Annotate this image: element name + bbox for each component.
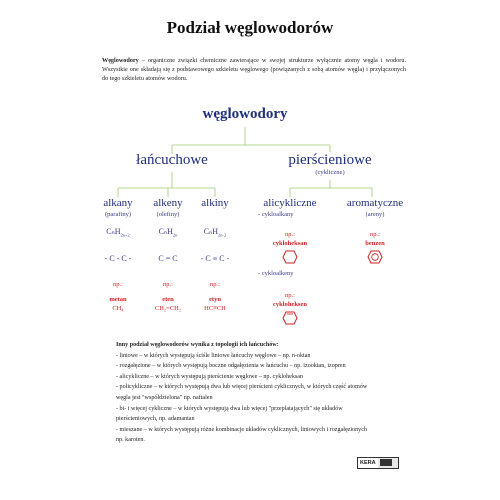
alkanes-bond: - C - C - bbox=[104, 254, 132, 263]
alkynes-label: alkiny bbox=[201, 197, 229, 209]
benzene-ring-icon bbox=[367, 250, 383, 264]
aromatic-np: np.: bbox=[370, 231, 380, 238]
intro-text: – organiczne związki chemiczne zawierające w swojej strukturze wyłącznie atomy węgla i wodoru. Wszystkie one składają się z podstawowego szkieletu węglowego (powiązanych z sobą atomów węgla) i przyłączonych do tego szkieletu atomów wodoru. bbox=[102, 57, 406, 83]
publisher-logo: KERA bbox=[357, 457, 399, 469]
chain-node: łańcuchowe bbox=[136, 152, 208, 168]
alkanes-np: np.: bbox=[113, 281, 123, 288]
topology-list bbox=[116, 340, 406, 446]
page-title: Podział węglowodorów bbox=[166, 18, 334, 37]
alkynes-example: etyn bbox=[209, 296, 221, 303]
alkenes-example-formula: CH₂=CH₂ bbox=[154, 305, 182, 312]
aromatic-alt: (areny) bbox=[365, 211, 385, 218]
cyclohexane-ring-icon bbox=[282, 250, 298, 264]
alkanes-alt: (parafiny) bbox=[105, 211, 131, 218]
root-node: węglowodory bbox=[202, 106, 288, 122]
cyclohexene-example: cykloheksen bbox=[273, 301, 307, 308]
alkanes-formula: CₙH$_{2n+2}$ bbox=[106, 227, 130, 238]
topology-heading: Inny podział węglowodorów wynika z topologii ich łańcuchów: bbox=[116, 342, 279, 348]
list-item: - mieszane – w których występują różne kombinacje układów cyklicznych, liniowych i rozgałęzionych bbox=[116, 426, 367, 433]
cyclohexane-example: cykloheksan bbox=[272, 240, 308, 247]
list-item: - alicykliczne – w których występują pierścienie węglowe – np. cykloheksan bbox=[116, 373, 303, 380]
ring-subtitle: (cykliczne) bbox=[315, 169, 345, 176]
list-item: - policykliczne – w których występują dwa lub więcej pierścieni cyklicznych, w których część atomów bbox=[116, 384, 368, 391]
list-item: pierścieniowych, np. adamantan bbox=[116, 416, 195, 423]
alkynes-example-formula: HC≡CH bbox=[204, 305, 226, 312]
aromatic-label: aromatyczne bbox=[346, 197, 404, 209]
alicyclic-np-2: np.: bbox=[285, 292, 295, 299]
alkenes-label: alkeny bbox=[153, 197, 183, 209]
alkenes-formula: CₙH$_{2n}$ bbox=[158, 227, 178, 238]
intro-term: Węglowodory bbox=[102, 57, 139, 64]
cyclohexene-ring-icon bbox=[282, 311, 298, 325]
alkanes-example: metan bbox=[109, 296, 127, 303]
alkanes-example-formula: CH₄ bbox=[112, 305, 124, 312]
alicyclic-label: alicykliczne bbox=[263, 197, 317, 209]
alkynes-bond: - C ≡ C - bbox=[200, 254, 230, 263]
list-item: węgla jest "współdzielona" np. naftalen bbox=[116, 394, 213, 401]
cycloalkanes-label: - cykloalkany bbox=[258, 211, 294, 218]
alkanes-label: alkany bbox=[103, 197, 133, 209]
alicyclic-np-1: np.: bbox=[285, 231, 295, 238]
alkynes-np: np.: bbox=[210, 281, 220, 288]
alkenes-np: np.: bbox=[163, 281, 173, 288]
ring-node: pierścieniowe bbox=[288, 152, 372, 168]
cycloalkenes-label: - cykloalkeny bbox=[258, 270, 294, 277]
alkynes-formula: CₙH$_{2n-2}$ bbox=[203, 227, 227, 238]
list-item: np. karoten. bbox=[116, 437, 145, 444]
benzene-example: benzen bbox=[365, 240, 385, 247]
list-item: - rozgałęzione – w których występują boczne odgałęzienia w łańcuchu – np. izooktan, izopren bbox=[116, 363, 346, 370]
alkenes-example: eten bbox=[162, 296, 174, 303]
alkenes-alt: (olefiny) bbox=[156, 211, 180, 218]
alkenes-bond: C = C bbox=[158, 254, 178, 263]
list-item: - bi- i więcej cykliczne – w których występują dwa lub więcej "przeplatających" się układów bbox=[116, 405, 343, 412]
list-item: - liniowe – w których występują ściśle liniowe łańcuchy węglowe – np. n-oktan bbox=[116, 352, 311, 359]
